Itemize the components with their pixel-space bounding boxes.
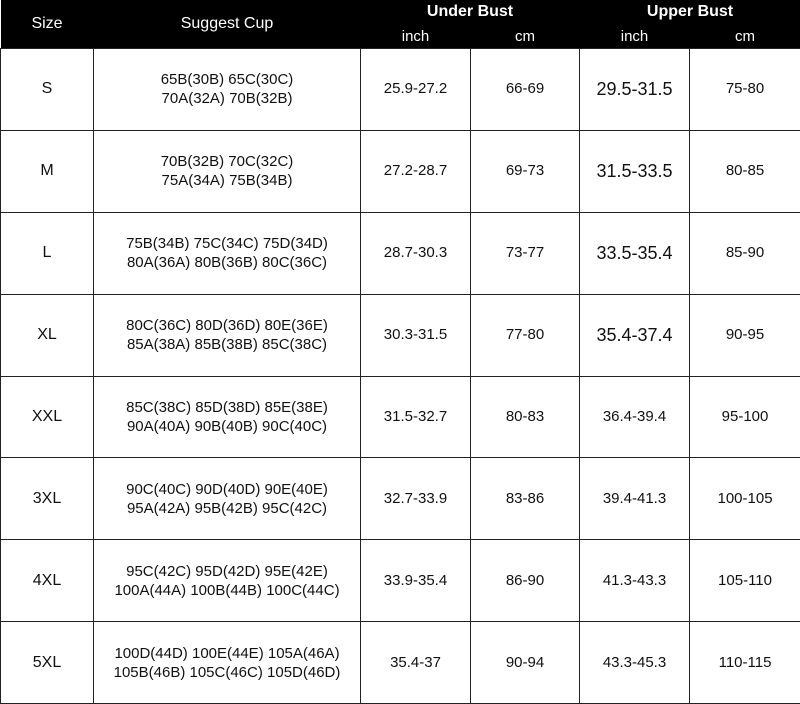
header-size: Size [1,0,94,49]
cup-line: 70A(32A) 70B(32B) [161,90,293,108]
size-cell: 4XL [1,540,94,622]
upper-bust-inch-cell: 39.4-41.3 [580,458,690,540]
upper-bust-inch-cell: 41.3-43.3 [580,540,690,622]
cup-line: 95C(42C) 95D(42D) 95E(42E) [126,562,328,580]
upper-bust-inch-cell: 33.5-35.4 [580,212,690,294]
size-cell: XL [1,294,94,376]
cup-line: 95A(42A) 95B(42B) 95C(42C) [126,499,328,517]
suggest-cup-cell [94,622,361,704]
upper-bust-cm-cell: 105-110 [690,540,800,622]
upper-bust-inch-cell: 29.5-31.5 [580,49,690,131]
under-bust-inch-cell: 33.9-35.4 [361,540,471,622]
table-row [1,458,800,540]
table-row [1,622,800,704]
upper-bust-inch-cell: 31.5-33.5 [580,130,690,212]
suggest-cup-cell [94,540,361,622]
header-under-bust-inch: inch [361,24,471,49]
under-bust-inch-cell: 30.3-31.5 [361,294,471,376]
suggest-cup-cell [94,458,361,540]
size-cell: L [1,212,94,294]
header-suggest-cup: Suggest Cup [94,0,361,49]
under-bust-inch-cell: 32.7-33.9 [361,458,471,540]
suggest-cup-cell [94,212,361,294]
cup-line: 80C(36C) 80D(36D) 80E(36E) [126,317,328,335]
suggest-cup-cell [94,130,361,212]
cup-line: 85C(38C) 85D(38D) 85E(38E) [126,398,328,416]
cup-line: 90A(40A) 90B(40B) 90C(40C) [126,417,328,435]
under-bust-inch-cell: 27.2-28.7 [361,130,471,212]
upper-bust-cm-cell: 80-85 [690,130,800,212]
table-row [1,540,800,622]
cup-line: 80A(36A) 80B(36B) 80C(36C) [126,254,328,272]
cup-line: 85A(38A) 85B(38B) 85C(38C) [126,336,328,354]
under-bust-cm-cell: 90-94 [471,622,580,704]
upper-bust-cm-cell: 100-105 [690,458,800,540]
cup-line: 65B(30B) 65C(30C) [160,71,294,89]
table-row [1,212,800,294]
under-bust-cm-cell: 66-69 [471,49,580,131]
under-bust-inch-cell: 35.4-37 [361,622,471,704]
suggest-cup-cell [94,294,361,376]
cup-line: 100A(44A) 100B(44B) 100C(44C) [114,581,340,599]
size-cell: 3XL [1,458,94,540]
size-cell: S [1,49,94,131]
under-bust-cm-cell: 83-86 [471,458,580,540]
table-row [1,49,800,131]
table-row [1,294,800,376]
under-bust-cm-cell: 77-80 [471,294,580,376]
upper-bust-cm-cell: 90-95 [690,294,800,376]
suggest-cup-cell [94,376,361,458]
cup-line: 100D(44D) 100E(44E) 105A(46A) [114,644,340,662]
under-bust-cm-cell: 80-83 [471,376,580,458]
upper-bust-cm-cell: 85-90 [690,212,800,294]
header-under-bust-cm: cm [471,24,580,49]
upper-bust-inch-cell: 43.3-45.3 [580,622,690,704]
table-header [1,0,800,49]
cup-line: 75A(34A) 75B(34B) [161,172,293,190]
under-bust-inch-cell: 28.7-30.3 [361,212,471,294]
upper-bust-cm-cell: 75-80 [690,49,800,131]
under-bust-inch-cell: 25.9-27.2 [361,49,471,131]
cup-line: 105B(46B) 105C(46C) 105D(46D) [113,663,341,681]
under-bust-inch-cell: 31.5-32.7 [361,376,471,458]
upper-bust-cm-cell: 95-100 [690,376,800,458]
table-body [1,49,800,704]
upper-bust-inch-cell: 35.4-37.4 [580,294,690,376]
cup-line: 90C(40C) 90D(40D) 90E(40E) [126,480,328,498]
cup-line: 75B(34B) 75C(34C) 75D(34D) [126,235,328,253]
size-cell: 5XL [1,622,94,704]
under-bust-cm-cell: 73-77 [471,212,580,294]
header-upper-bust-inch: inch [580,24,690,49]
upper-bust-cm-cell: 110-115 [690,622,800,704]
size-cell: M [1,130,94,212]
table-row [1,376,800,458]
table-row [1,130,800,212]
header-upper-bust: Upper Bust [580,0,800,24]
header-under-bust: Under Bust [361,0,580,24]
under-bust-cm-cell: 86-90 [471,540,580,622]
size-cell: XXL [1,376,94,458]
cup-line: 70B(32B) 70C(32C) [160,153,294,171]
upper-bust-inch-cell: 36.4-39.4 [580,376,690,458]
suggest-cup-cell [94,49,361,131]
under-bust-cm-cell: 69-73 [471,130,580,212]
header-upper-bust-cm: cm [690,24,800,49]
